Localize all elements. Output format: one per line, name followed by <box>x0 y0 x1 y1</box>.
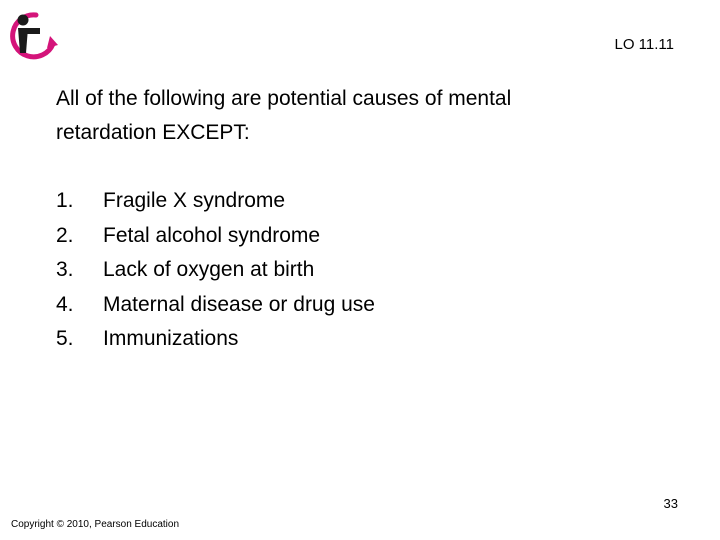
answer-option-5[interactable] <box>56 322 375 357</box>
answer-option-2[interactable] <box>56 219 375 254</box>
option-text: Immunizations <box>103 327 239 350</box>
learning-objective-label: LO 11.11 <box>614 36 674 53</box>
option-text: Fragile X syndrome <box>103 189 286 212</box>
question-text: All of the following are potential causes of mental retardation EXCEPT: <box>56 87 512 144</box>
option-number: 4. <box>56 292 74 316</box>
option-number: 2. <box>56 223 74 247</box>
answer-option-3[interactable] <box>56 253 375 288</box>
answer-options <box>56 184 375 357</box>
answer-option-1[interactable] <box>56 184 375 219</box>
option-number: 5. <box>56 327 74 350</box>
option-number: 3. <box>56 258 74 281</box>
option-text: Lack of oxygen at birth <box>103 258 315 281</box>
option-text: Fetal alcohol syndrome <box>103 223 321 247</box>
copyright-notice: Copyright © 2010, Pearson Education <box>11 519 180 530</box>
info-person-icon <box>6 10 62 60</box>
option-number: 1. <box>56 189 74 212</box>
option-text: Maternal disease or drug use <box>103 292 375 316</box>
answer-option-4[interactable] <box>56 288 375 323</box>
page-number: 33 <box>663 496 678 511</box>
